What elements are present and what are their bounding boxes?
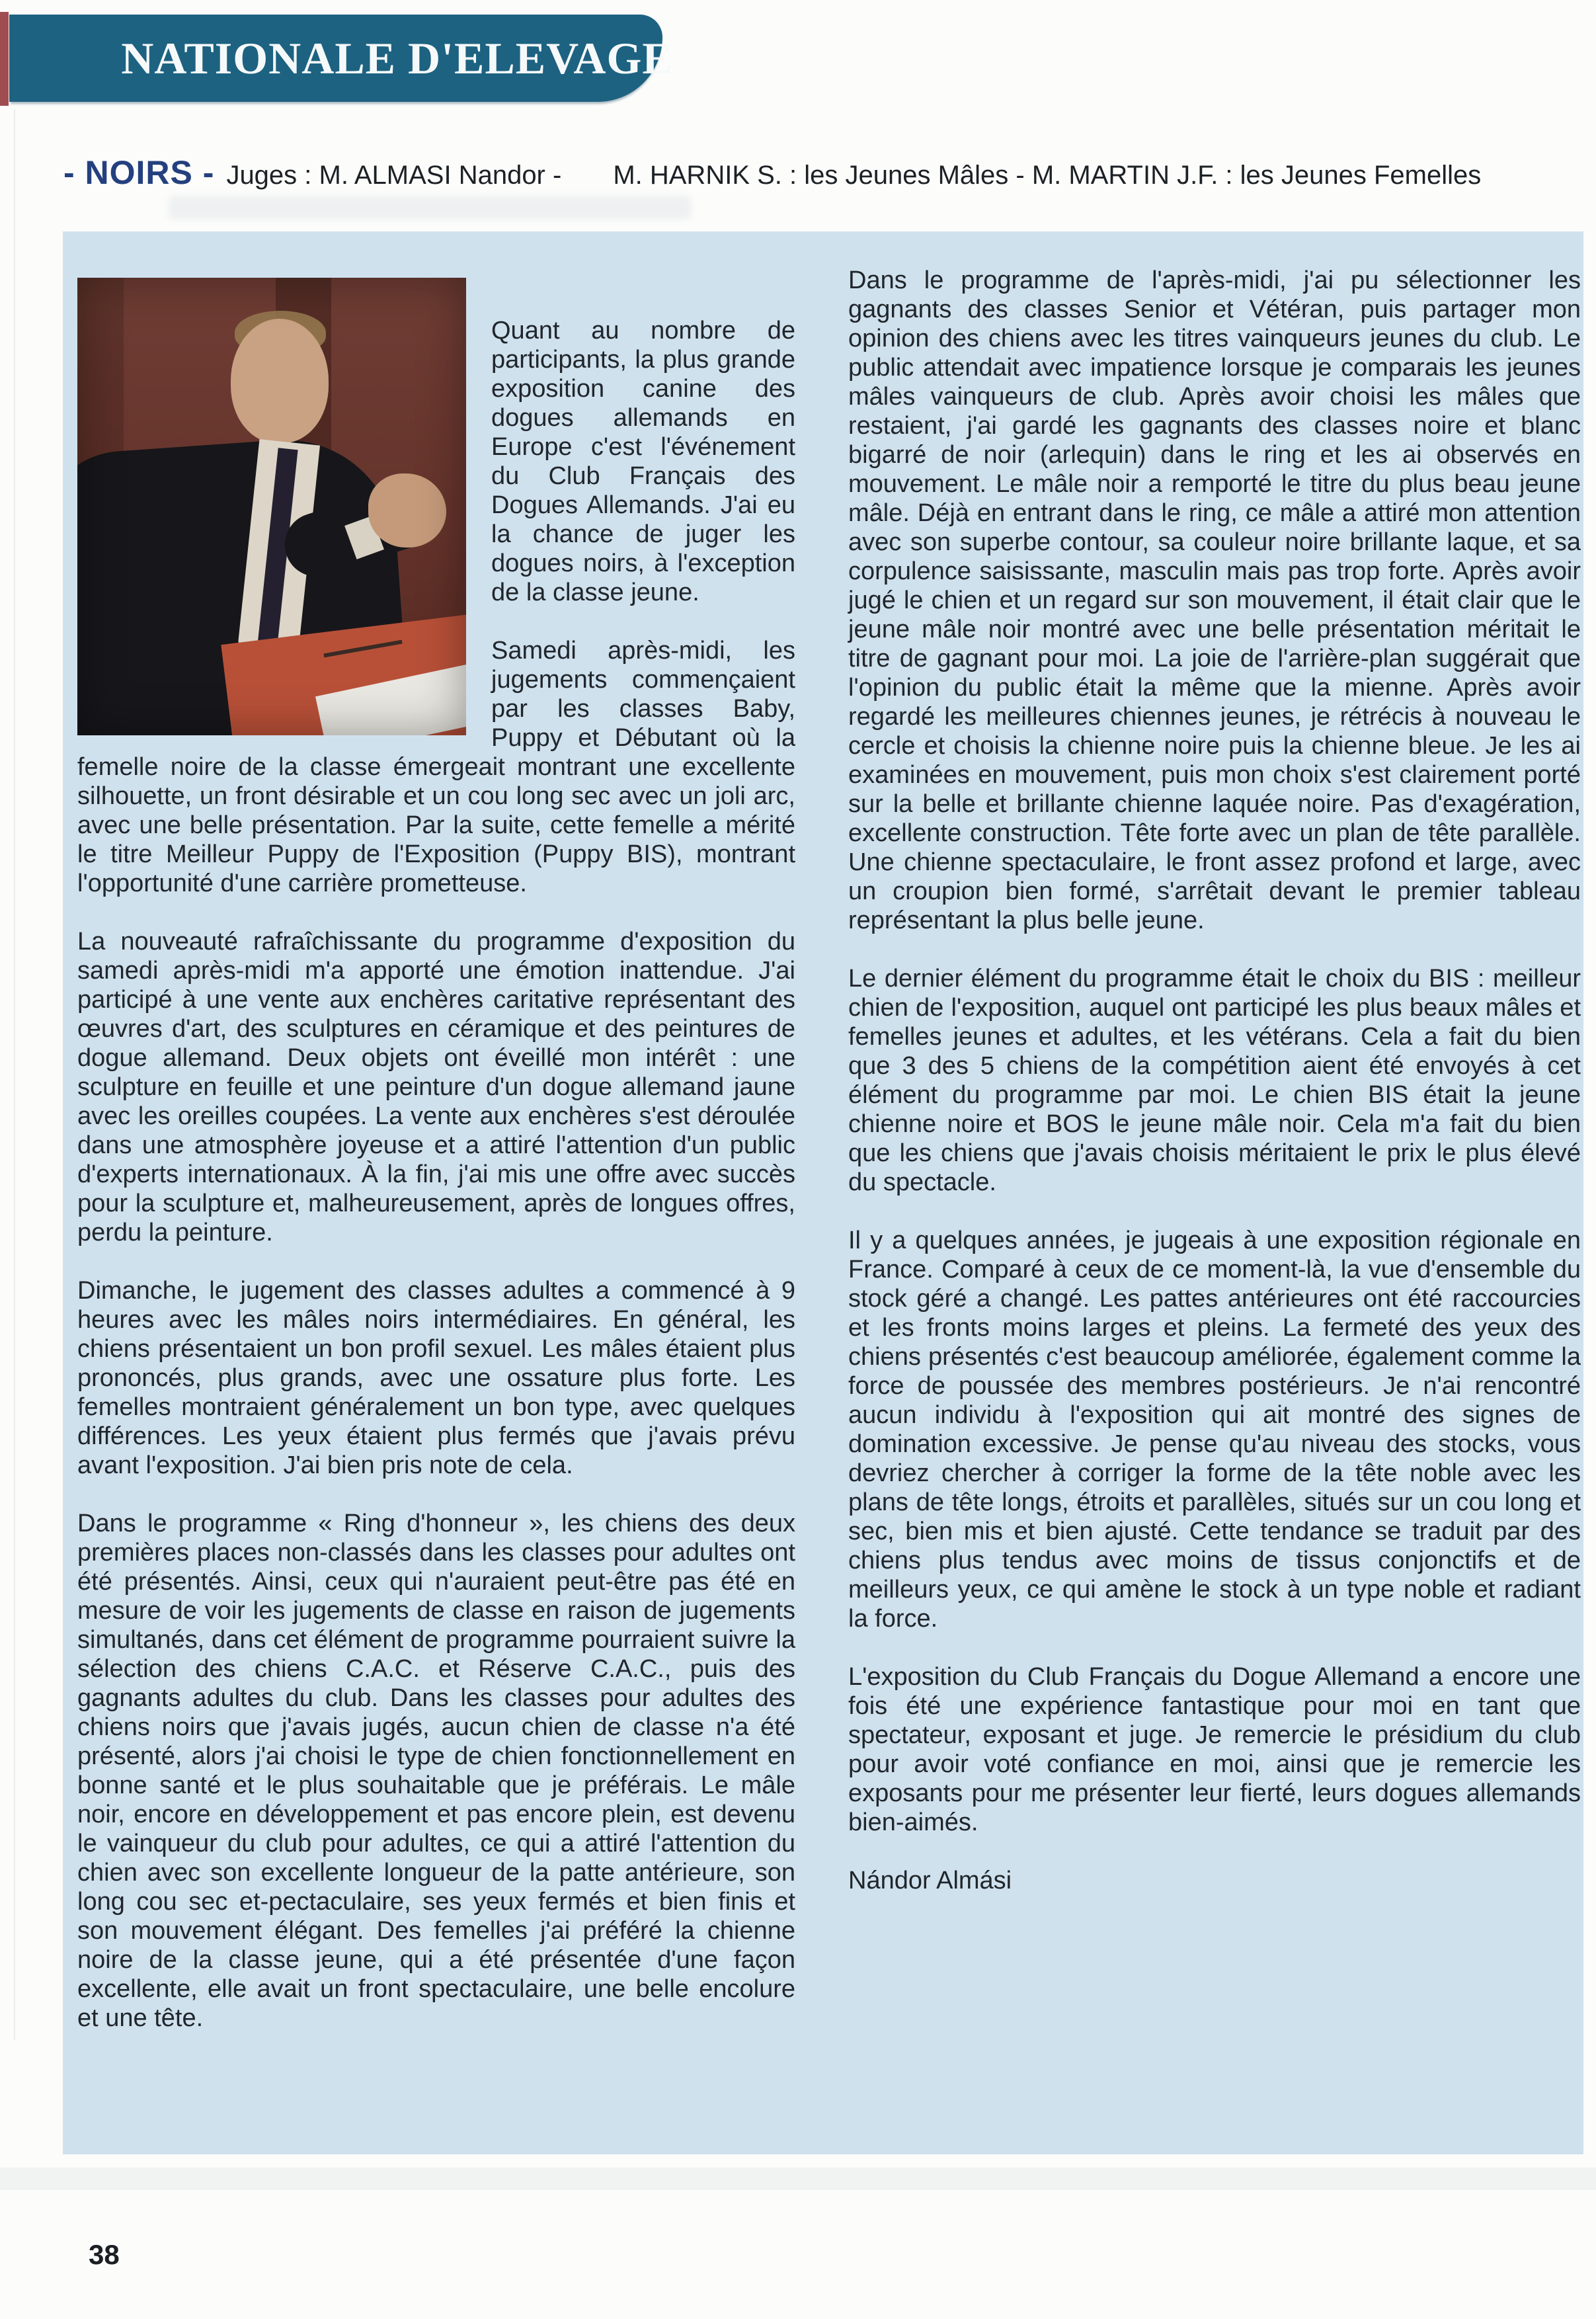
article-content-box	[63, 231, 1583, 2154]
paragraph: Quant au nombre de participants, la plus grande exposition canine des dogues allemands en Europe c'est l'événement du Club Français des Dogues Allemands. J'ai eu la chance de juger les dogues noirs, à l'exception de la classe jeune.	[491, 317, 795, 606]
footer-scan-band	[0, 2168, 1596, 2190]
photo-pen	[323, 640, 402, 658]
print-bleed-smudge	[169, 196, 691, 220]
photo-shirt	[237, 439, 320, 663]
paragraph: Dans le programme de l'après-midi, j'ai pu sélectionner les gagnants des classes Senior et Vétéran, puis partager mon opinion des chiens avec les titres vainqueurs jeunes du club. Le public attendait avec impatience lorsque je comparais les jeunes mâles vainqueurs de club. Après avoir choisi les mâles que restaient, j'ai gardé les gagnants des classes noire et blanc bigarré de noir (arlequin) dans le ring et les ai observés en mouvement. Le mâle noir a remporté le titre du plus beau jeune mâle. Déjà en entrant dans le ring, ce mâle a attiré mon attention avec son superbe contour, sa couleur noire brillante laque, et sa corpulence saisissante, masculin mais pas trop forte. Après avoir jugé le chien et un regard sur son mouvement, il était clair que le jeune mâle noir montré avec une belle présentation méritait le titre de gagnant pour moi. La joie de l'arrière-plan suggérait que l'opinion du public était la même que la mienne. Après avoir regardé les meilleures chiennes jeunes, je rétrécis à nouveau le cercle et choisis la chienne noire puis la chienne bleue. Je les ai examinées en mouvement, puis mon choix s'est clairement porté sur la belle et brillante chienne laquée noire. Pas d'exagération, excellente construction. Tête forte avec un plan de tête parallèle. Une chienne spectaculaire, le front assez profond et large, avec un croupion bien formé, s'arrêtait devant le premier tableau représentant la plus belle jeune.	[848, 266, 1581, 934]
photo-tie	[257, 448, 298, 647]
category-label: - NOIRS -	[63, 154, 215, 191]
banner-title: NATIONALE D'ELEVAGE	[121, 32, 673, 83]
paragraph: Le dernier élément du programme était le choix du BIS : meilleur chien de l'exposition, auquel ont participé les plus beaux mâles et femelles jeunes et adultes, et les vétérans. Cela a fait du bien que 3 des 5 chiens de la compétition aient été envoyés à cet élément du programme par moi. Le chien BIS était la jeune chienne noire et BOS le jeune mâle noir. Cela m'a fait du bien que les chiens que j'avais choisis méritaient le prix le plus élevé du spectacle.	[848, 965, 1581, 1196]
paragraph: Il y a quelques années, je jugeais à une exposition régionale en France. Comparé à ceux de ce moment-là, la vue d'ensemble du stock géré a changé. Les pattes antérieures ont été raccourcies et les fronts moins larges et pleins. La fermeté des yeux des chiens présentés c'est beaucoup améliorée, également comme la force de poussée des membres postérieurs. Je n'ai rencontré aucun individu à l'exposition qui ait montré des signes de domination excessive. Je pense qu'au niveau des stocks, vous devriez chercher à corriger la forme de la tête noble avec les plans de tête longs, étroits et parallèles, situés sur un cou long et sec, bien mis et bien ajusté. Cette tendance se traduit par des chiens plus tendus avec moins de tissus conjonctifs et de meilleurs yeux, ce qui amène le stock à un type noble et radiant la force.	[848, 1227, 1581, 1633]
photo-face	[231, 319, 329, 443]
page-edge-red-strip	[0, 12, 9, 106]
photo-table	[221, 612, 466, 735]
photo-suit	[77, 432, 413, 735]
judges-primary: Juges : M. ALMASI Nandor -	[226, 161, 562, 190]
judges-line	[63, 153, 1571, 192]
paragraph: Samedi après-midi, les jugements commençaient par les classes Baby, Puppy et Débutant où la femelle noire de la classe émergeait montrant une excellente silhouette, un front désirable et un cou long sec avec un joli arc, avec une belle présentation. Par la suite, cette femelle a mérité le titre Meilleur Puppy de l'Exposition (Puppy BIS), montrant l'opportunité d'une carrière prometteuse.	[77, 637, 795, 897]
judge-photo	[77, 278, 466, 735]
judges-secondary: M. HARNIK S. : les Jeunes Mâles - M. MARTIN J.F. : les Jeunes Femelles	[613, 161, 1482, 190]
scan-crease-line	[14, 109, 15, 2040]
left-column	[77, 278, 795, 2062]
paragraph: Dans le programme « Ring d'honneur », les chiens des deux premières places non-classés dans les classes pour adultes ont été présentés. Ainsi, ceux qui n'auraient peut-être pas été en mesure de voir les jugements de classe en raison de jugements simultanés, dans cet élément de programme pourraient suivre la sélection des chiens C.A.C. et Réserve C.A.C., puis des gagnants adultes du club. Dans les classes pour adultes des chiens noirs que j'avais jugés, aucun chien de classe n'a été présenté, alors j'ai choisi le type de chien fonctionnellement en bonne santé et le plus souhaitable que je préférais. Le mâle noir, encore en développement et pas encore plein, est devenu le vainqueur du club pour adultes, ce qui a attiré l'attention du chien avec son excellente longueur de la patte antérieure, son long cou sec et-pectaculaire, ses yeux fermés et bien finis et son mouvement élégant. Des femelles j'ai préféré la chienne noire de la classe jeune, qui a été présentée d'une façon excellente, elle avait un front spectaculaire, une belle encolure et une tête.	[77, 1510, 795, 2032]
photo-wall-shadow	[77, 278, 124, 562]
paragraph: L'exposition du Club Français du Dogue Allemand a encore une fois été une expérience fantastique pour moi en tant que spectateur, exposant et juge. Je remercie le présidium du club pour avoir voté confiance en moi, ainsi que je remercie les exposants pour me présenter leur fierté, leurs dogues allemands bien-aimés.	[848, 1663, 1581, 1836]
page-number: 38	[89, 2239, 120, 2270]
photo-hand	[368, 473, 446, 548]
paragraph: Dimanche, le jugement des classes adultes a commencé à 9 heures avec les mâles noirs intermédiaires. En général, les chiens présentaient un bon profil sexuel. Les mâles étaient plus prononcés, plus grands, avec une ossature plus forte. Les femelles montraient généralement un bon type, avec quelques différences. Les yeux étaient plus fermés que j'avais prévu avant l'exposition. J'ai bien pris note de cela.	[77, 1277, 795, 1479]
paragraph: La nouveauté rafraîchissante du programme d'exposition du samedi après-midi m'a apporté une émotion inattendue. J'ai participé à une vente aux enchères caritative représentant des œuvres d'art, des sculptures en céramique et des peintures de dogue allemand. Deux objets ont éveillé mon intérêt : une sculpture en feuille et une peinture d'un dogue allemand jaune avec les oreilles coupées. La vente aux enchères s'est déroulée dans une atmosphère joyeuse et a attiré l'attention d'un public d'experts internationaux. À la fin, j'ai mis une offre avec succès pour la sculpture et, malheureusement, après de longues offres, perdu la peinture.	[77, 928, 795, 1246]
header-banner	[9, 15, 673, 102]
photo-wall-corner	[276, 278, 331, 555]
author-signature: Nándor Almási	[848, 1867, 1012, 1894]
photo-hair	[235, 311, 326, 354]
photo-cuff	[344, 516, 384, 559]
photo-paper	[315, 665, 466, 735]
photo-arm	[276, 473, 453, 585]
right-column	[848, 266, 1581, 1924]
